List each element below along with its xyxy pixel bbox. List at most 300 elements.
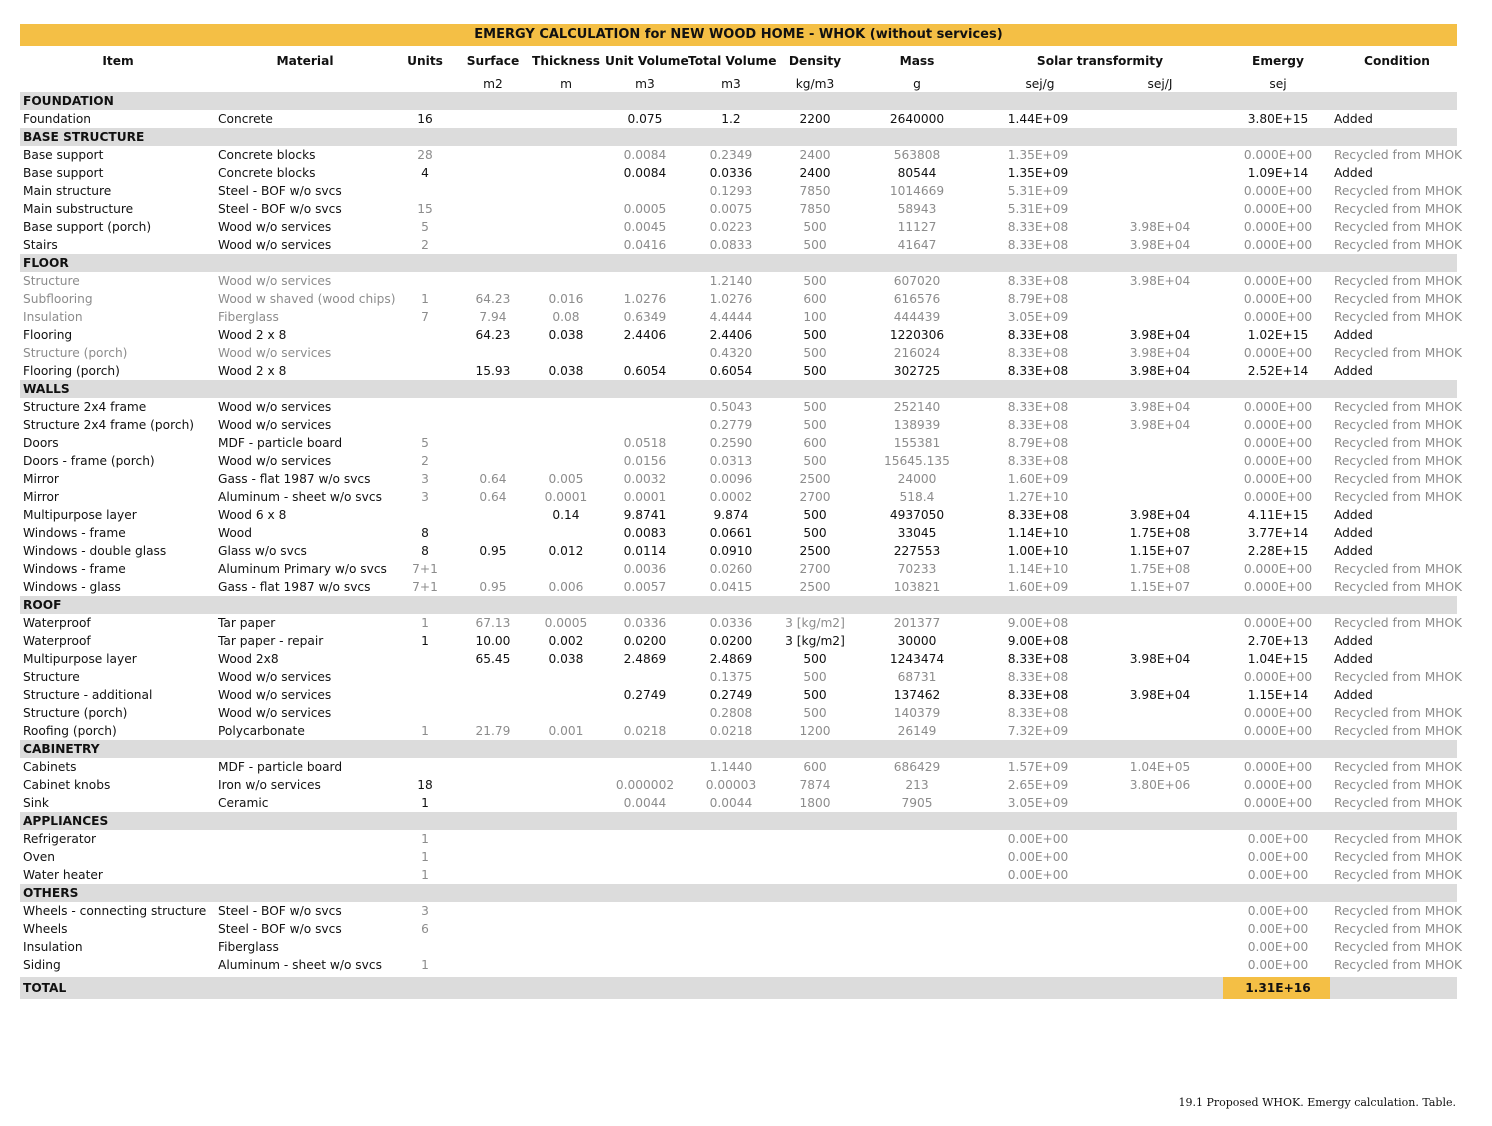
cell-sej-g: 8.79E+08: [1007, 436, 1069, 450]
cell-condition: Added: [1334, 526, 1373, 540]
cell-mass: 686429: [893, 760, 941, 774]
cell-condition: Recycled from MHOK: [1334, 706, 1463, 720]
cell-condition: Recycled from MHOK: [1334, 400, 1463, 414]
table-row: [20, 902, 1463, 920]
cell-sej-g: 9.00E+08: [1007, 634, 1069, 648]
section-header: [20, 740, 1457, 758]
cell-surface: 64.23: [475, 292, 511, 306]
cell-emergy: 0.000E+00: [1243, 706, 1313, 720]
cell-total-volume: 0.0661: [709, 526, 753, 540]
cell-material: Gass - flat 1987 w/o svcs: [218, 580, 371, 594]
cell-sej-g: 5.31E+09: [1007, 202, 1069, 216]
cell-sej-j: 3.98E+04: [1129, 220, 1191, 234]
cell-emergy: 0.00E+00: [1247, 850, 1309, 864]
cell-material: Concrete blocks: [218, 148, 316, 162]
cell-density: 600: [803, 436, 827, 450]
cell-emergy: 0.000E+00: [1243, 472, 1313, 486]
cell-total-volume: 0.0336: [709, 616, 753, 630]
cell-item: Base support: [23, 148, 104, 162]
cell-density: 2500: [799, 544, 831, 558]
cell-material: Wood w/o services: [218, 346, 332, 360]
cell-unit-volume: 0.0518: [623, 436, 667, 450]
cell-units: 3: [421, 904, 429, 918]
table-row: [20, 866, 1463, 884]
cell-material: Tar paper: [218, 616, 276, 630]
cell-density: 500: [803, 400, 827, 414]
table-row: [20, 920, 1463, 938]
cell-units: 4: [421, 166, 429, 180]
cell-sej-g: 8.33E+08: [1007, 454, 1069, 468]
cell-unit-volume: 1.0276: [623, 292, 667, 306]
cell-emergy: 1.09E+14: [1247, 166, 1309, 180]
cell-mass: 2640000: [889, 112, 945, 126]
cell-total-volume: 0.0096: [709, 472, 753, 486]
cell-mass: 41647: [897, 238, 937, 252]
cell-sej-g: 8.33E+08: [1007, 706, 1069, 720]
cell-item: Multipurpose layer: [23, 508, 137, 522]
cell-sej-j: 1.75E+08: [1129, 526, 1191, 540]
cell-emergy: 2.52E+14: [1247, 364, 1309, 378]
cell-item: Base support: [23, 166, 104, 180]
cell-material: Fiberglass: [218, 310, 279, 324]
cell-condition: Recycled from MHOK: [1334, 724, 1463, 738]
cell-item: Windows - frame: [23, 526, 126, 540]
cell-condition: Added: [1334, 364, 1373, 378]
cell-item: Structure 2x4 frame: [23, 400, 147, 414]
cell-total-volume: 0.2808: [709, 706, 753, 720]
cell-total-volume: 0.0200: [709, 634, 753, 648]
cell-mass: 1220306: [889, 328, 945, 342]
col-header-emergy: Emergy: [1252, 54, 1304, 68]
cell-unit-volume: 0.0336: [623, 616, 667, 630]
table-row: [20, 236, 1463, 254]
cell-sej-g: 7.32E+09: [1007, 724, 1069, 738]
cell-unit-volume: 0.0156: [623, 454, 667, 468]
cell-density: 2200: [799, 112, 831, 126]
cell-mass: 33045: [897, 526, 937, 540]
cell-thickness: 0.0001: [544, 490, 588, 504]
cell-sej-g: 0.00E+00: [1007, 868, 1069, 882]
cell-emergy: 0.000E+00: [1243, 562, 1313, 576]
cell-condition: Added: [1334, 166, 1373, 180]
cell-thickness: 0.0005: [544, 616, 588, 630]
cell-item: Refrigerator: [23, 832, 97, 846]
cell-sej-g: 8.33E+08: [1007, 652, 1069, 666]
cell-unit-volume: 0.0057: [623, 580, 667, 594]
cell-total-volume: 4.4444: [709, 310, 753, 324]
cell-condition: Added: [1334, 328, 1373, 342]
table-row: [20, 614, 1463, 632]
cell-units: 5: [421, 436, 429, 450]
cell-sej-g: 1.14E+10: [1007, 526, 1069, 540]
cell-thickness: 0.038: [548, 652, 584, 666]
table-row: [20, 830, 1463, 848]
total-label: TOTAL: [23, 981, 67, 995]
cell-surface: 0.95: [479, 580, 507, 594]
table-row: [20, 758, 1463, 776]
cell-condition: Recycled from MHOK: [1334, 220, 1463, 234]
cell-item: Flooring: [23, 328, 73, 342]
cell-emergy: 0.000E+00: [1243, 310, 1313, 324]
cell-emergy: 0.000E+00: [1243, 436, 1313, 450]
cell-condition: Recycled from MHOK: [1334, 580, 1463, 594]
cell-condition: Recycled from MHOK: [1334, 184, 1463, 198]
cell-density: 2400: [799, 166, 831, 180]
cell-total-volume: 0.0260: [709, 562, 753, 576]
cell-unit-volume: 0.6349: [623, 310, 667, 324]
section-title: ROOF: [23, 598, 62, 612]
cell-density: 2400: [799, 148, 831, 162]
cell-units: 6: [421, 922, 429, 936]
cell-density: 3 [kg/m2]: [785, 634, 845, 648]
cell-mass: 138939: [893, 418, 941, 432]
cell-item: Base support (porch): [23, 220, 152, 234]
section-header: [20, 380, 1457, 398]
table-row: [20, 182, 1463, 200]
cell-total-volume: 0.2349: [709, 148, 753, 162]
figure-caption: 19.1 Proposed WHOK. Emergy calculation. Table.: [1178, 1096, 1456, 1109]
cell-material: Polycarbonate: [218, 724, 305, 738]
cell-item: Waterproof: [23, 616, 91, 630]
cell-total-volume: 1.1440: [709, 760, 753, 774]
cell-material: Wood w/o services: [218, 400, 332, 414]
cell-condition: Added: [1334, 634, 1373, 648]
cell-mass: 30000: [897, 634, 937, 648]
cell-total-volume: 0.2779: [709, 418, 753, 432]
cell-condition: Recycled from MHOK: [1334, 616, 1463, 630]
cell-material: Iron w/o services: [218, 778, 321, 792]
cell-emergy: 0.00E+00: [1247, 868, 1309, 882]
cell-sej-j: 3.98E+04: [1129, 688, 1191, 702]
cell-condition: Recycled from MHOK: [1334, 454, 1463, 468]
cell-sej-g: 3.05E+09: [1007, 796, 1069, 810]
cell-sej-g: 1.44E+09: [1007, 112, 1069, 126]
cell-sej-g: 1.35E+09: [1007, 148, 1069, 162]
cell-total-volume: 0.0833: [709, 238, 753, 252]
cell-units: 3: [421, 472, 429, 486]
cell-material: Wood w/o services: [218, 706, 332, 720]
cell-density: 2500: [799, 580, 831, 594]
cell-units: 1: [421, 832, 429, 846]
table-row: [20, 434, 1463, 452]
cell-units: 3: [421, 490, 429, 504]
cell-mass: 616576: [893, 292, 941, 306]
cell-sej-g: 0.00E+00: [1007, 850, 1069, 864]
cell-emergy: 0.000E+00: [1243, 454, 1313, 468]
cell-density: 1800: [799, 796, 831, 810]
cell-sej-g: 3.05E+09: [1007, 310, 1069, 324]
cell-total-volume: 0.00003: [705, 778, 757, 792]
cell-units: 18: [417, 778, 433, 792]
cell-material: Steel - BOF w/o svcs: [218, 184, 342, 198]
cell-mass: 80544: [897, 166, 937, 180]
cell-emergy: 0.00E+00: [1247, 922, 1309, 936]
col-header-unit-volume: Unit Volume: [605, 54, 689, 68]
cell-material: Aluminum - sheet w/o svcs: [218, 958, 382, 972]
cell-density: 500: [803, 652, 827, 666]
table-row: [20, 308, 1463, 326]
cell-total-volume: 0.1293: [709, 184, 753, 198]
cell-emergy: 0.000E+00: [1243, 490, 1313, 504]
cell-emergy: 4.11E+15: [1247, 508, 1309, 522]
cell-unit-volume: 0.0200: [623, 634, 667, 648]
table-row: [20, 650, 1457, 668]
cell-emergy: 0.00E+00: [1247, 904, 1309, 918]
table-row: [20, 722, 1463, 740]
cell-mass: 518.4: [899, 490, 935, 504]
cell-condition: Recycled from MHOK: [1334, 418, 1463, 432]
cell-emergy: 0.000E+00: [1243, 760, 1313, 774]
cell-emergy: 0.000E+00: [1243, 274, 1313, 288]
cell-mass: 7905: [901, 796, 933, 810]
cell-unit-volume: 0.0005: [623, 202, 667, 216]
cell-density: 2700: [799, 490, 831, 504]
cell-sej-g: 8.33E+08: [1007, 364, 1069, 378]
unit-sej-j: sej/J: [1147, 77, 1173, 91]
cell-density: 500: [803, 688, 827, 702]
cell-surface: 0.64: [479, 490, 507, 504]
cell-mass: 1243474: [889, 652, 945, 666]
cell-condition: Added: [1334, 652, 1373, 666]
cell-condition: Recycled from MHOK: [1334, 778, 1463, 792]
cell-sej-j: 3.98E+04: [1129, 418, 1191, 432]
cell-material: Wood w/o services: [218, 274, 332, 288]
cell-condition: Recycled from MHOK: [1334, 472, 1463, 486]
cell-material: Gass - flat 1987 w/o svcs: [218, 472, 371, 486]
cell-units: 1: [421, 724, 429, 738]
cell-material: Aluminum Primary w/o svcs: [218, 562, 387, 576]
table-row: [20, 200, 1463, 218]
table-row: [20, 218, 1463, 236]
cell-surface: 65.45: [475, 652, 511, 666]
cell-sej-g: 8.79E+08: [1007, 292, 1069, 306]
cell-item: Waterproof: [23, 634, 91, 648]
cell-condition: Recycled from MHOK: [1334, 562, 1463, 576]
cell-emergy: 0.000E+00: [1243, 238, 1313, 252]
cell-density: 500: [803, 706, 827, 720]
cell-total-volume: 0.6054: [709, 364, 753, 378]
cell-density: 7850: [799, 202, 831, 216]
cell-unit-volume: 9.8741: [623, 508, 667, 522]
cell-density: 500: [803, 454, 827, 468]
table-row: [20, 524, 1457, 542]
cell-emergy: 0.000E+00: [1243, 184, 1313, 198]
cell-units: 1: [421, 868, 429, 882]
cell-condition: Recycled from MHOK: [1334, 904, 1463, 918]
cell-density: 1200: [799, 724, 831, 738]
cell-item: Windows - frame: [23, 562, 126, 576]
unit-total-volume: m3: [721, 77, 741, 91]
cell-units: 1: [421, 958, 429, 972]
cell-item: Windows - double glass: [23, 544, 167, 558]
table-row: [20, 776, 1463, 794]
cell-emergy: 0.00E+00: [1247, 940, 1309, 954]
cell-density: 7850: [799, 184, 831, 198]
cell-units: 15: [417, 202, 433, 216]
cell-units: 16: [417, 112, 433, 126]
cell-emergy: 0.00E+00: [1247, 958, 1309, 972]
cell-emergy: 0.000E+00: [1243, 778, 1313, 792]
section-header: [20, 254, 1457, 272]
cell-material: Fiberglass: [218, 940, 279, 954]
cell-total-volume: 0.0223: [709, 220, 753, 234]
cell-sej-j: 3.98E+04: [1129, 400, 1191, 414]
cell-item: Insulation: [23, 310, 83, 324]
cell-sej-j: 1.75E+08: [1129, 562, 1191, 576]
cell-material: Tar paper - repair: [218, 634, 324, 648]
section-header: [20, 128, 1457, 146]
table-row: [20, 470, 1463, 488]
cell-material: Ceramic: [218, 796, 269, 810]
cell-units: 7+1: [412, 562, 438, 576]
table-row: [20, 560, 1463, 578]
cell-unit-volume: 0.0045: [623, 220, 667, 234]
cell-item: Foundation: [23, 112, 92, 126]
table-row: [20, 704, 1463, 722]
cell-thickness: 0.016: [548, 292, 584, 306]
cell-total-volume: 0.2590: [709, 436, 753, 450]
unit-density: kg/m3: [795, 77, 835, 91]
section-title: APPLIANCES: [23, 814, 109, 828]
cell-sej-g: 8.33E+08: [1007, 220, 1069, 234]
cell-material: Wood 2x8: [218, 652, 279, 666]
table-row: [20, 110, 1457, 128]
cell-density: 500: [803, 418, 827, 432]
cell-unit-volume: 0.0032: [623, 472, 667, 486]
cell-material: Concrete blocks: [218, 166, 316, 180]
cell-condition: Recycled from MHOK: [1334, 490, 1463, 504]
cell-sej-j: 3.98E+04: [1129, 652, 1191, 666]
cell-item: Flooring (porch): [23, 364, 120, 378]
cell-unit-volume: 0.2749: [623, 688, 667, 702]
cell-mass: 563808: [893, 148, 941, 162]
cell-emergy: 0.000E+00: [1243, 580, 1313, 594]
cell-item: Multipurpose layer: [23, 652, 137, 666]
cell-mass: 201377: [893, 616, 941, 630]
cell-item: Structure (porch): [23, 346, 128, 360]
cell-density: 7874: [799, 778, 831, 792]
cell-mass: 68731: [897, 670, 937, 684]
cell-unit-volume: 0.075: [627, 112, 663, 126]
table-row: [20, 488, 1463, 506]
table-row: [20, 578, 1463, 596]
cell-sej-j: 3.98E+04: [1129, 328, 1191, 342]
cell-condition: Recycled from MHOK: [1334, 148, 1463, 162]
cell-thickness: 0.001: [548, 724, 584, 738]
cell-units: 28: [417, 148, 433, 162]
cell-emergy: 3.80E+15: [1247, 112, 1309, 126]
table-row: [20, 452, 1463, 470]
cell-item: Wheels: [23, 922, 68, 936]
cell-thickness: 0.08: [552, 310, 580, 324]
cell-density: 500: [803, 526, 827, 540]
cell-density: 500: [803, 220, 827, 234]
cell-item: Cabinets: [23, 760, 77, 774]
col-header-units: Units: [407, 54, 443, 68]
cell-item: Main structure: [23, 184, 112, 198]
cell-material: Glass w/o svcs: [218, 544, 307, 558]
cell-unit-volume: 0.0114: [623, 544, 667, 558]
cell-surface: 64.23: [475, 328, 511, 342]
section-title: FLOOR: [23, 256, 69, 270]
cell-total-volume: 0.4320: [709, 346, 753, 360]
cell-mass: 213: [905, 778, 929, 792]
cell-unit-volume: 0.0001: [623, 490, 667, 504]
section-title: CABINETRY: [23, 742, 100, 756]
cell-material: Wood w/o services: [218, 220, 332, 234]
section-title: BASE STRUCTURE: [23, 130, 145, 144]
cell-item: Sink: [23, 796, 49, 810]
cell-emergy: 2.70E+13: [1247, 634, 1309, 648]
cell-unit-volume: 0.0036: [623, 562, 667, 576]
cell-item: Wheels - connecting structure: [23, 904, 207, 918]
cell-item: Insulation: [23, 940, 83, 954]
cell-emergy: 0.000E+00: [1243, 796, 1313, 810]
cell-emergy: 0.000E+00: [1243, 400, 1313, 414]
cell-material: Steel - BOF w/o svcs: [218, 202, 342, 216]
cell-sej-g: 9.00E+08: [1007, 616, 1069, 630]
cell-condition: Recycled from MHOK: [1334, 670, 1463, 684]
table-row: [20, 326, 1457, 344]
cell-mass: 216024: [893, 346, 941, 360]
cell-thickness: 0.002: [548, 634, 584, 648]
cell-unit-volume: 2.4406: [623, 328, 667, 342]
cell-material: Wood: [218, 526, 252, 540]
cell-sej-g: 1.27E+10: [1007, 490, 1069, 504]
cell-condition: Recycled from MHOK: [1334, 958, 1463, 972]
cell-item: Cabinet knobs: [23, 778, 111, 792]
col-header-thickness: Thickness: [532, 54, 600, 68]
cell-mass: 137462: [893, 688, 941, 702]
cell-condition: Recycled from MHOK: [1334, 868, 1463, 882]
cell-surface: 15.93: [475, 364, 511, 378]
cell-material: MDF - particle board: [218, 760, 343, 774]
col-header-solar-transformity: Solar transformity: [1036, 54, 1164, 68]
cell-total-volume: 0.0075: [709, 202, 753, 216]
cell-emergy: 0.000E+00: [1243, 670, 1313, 684]
cell-total-volume: 0.0336: [709, 166, 753, 180]
cell-sej-g: 8.33E+08: [1007, 508, 1069, 522]
cell-condition: Recycled from MHOK: [1334, 292, 1463, 306]
cell-emergy: 1.02E+15: [1247, 328, 1309, 342]
cell-density: 3 [kg/m2]: [785, 616, 845, 630]
cell-sej-j: 3.98E+04: [1129, 238, 1191, 252]
table-row: [20, 344, 1463, 362]
cell-total-volume: 0.2749: [709, 688, 753, 702]
cell-total-volume: 1.2140: [709, 274, 753, 288]
cell-density: 2700: [799, 562, 831, 576]
cell-units: 7+1: [412, 580, 438, 594]
cell-material: Steel - BOF w/o svcs: [218, 922, 342, 936]
cell-emergy: 0.000E+00: [1243, 346, 1313, 360]
col-header-surface: Surface: [466, 54, 520, 68]
cell-sej-g: 8.33E+08: [1007, 328, 1069, 342]
table-row: [20, 668, 1463, 686]
cell-surface: 67.13: [475, 616, 511, 630]
cell-material: Concrete: [218, 112, 273, 126]
cell-condition: Added: [1334, 508, 1373, 522]
cell-condition: Recycled from MHOK: [1334, 346, 1463, 360]
cell-item: Water heater: [23, 868, 103, 882]
cell-emergy: 0.00E+00: [1247, 832, 1309, 846]
cell-density: 500: [803, 670, 827, 684]
cell-condition: Recycled from MHOK: [1334, 436, 1463, 450]
cell-sej-j: 3.98E+04: [1129, 346, 1191, 360]
cell-sej-g: 1.60E+09: [1007, 472, 1069, 486]
cell-condition: Recycled from MHOK: [1334, 796, 1463, 810]
cell-mass: 24000: [897, 472, 937, 486]
cell-sej-g: 1.35E+09: [1007, 166, 1069, 180]
